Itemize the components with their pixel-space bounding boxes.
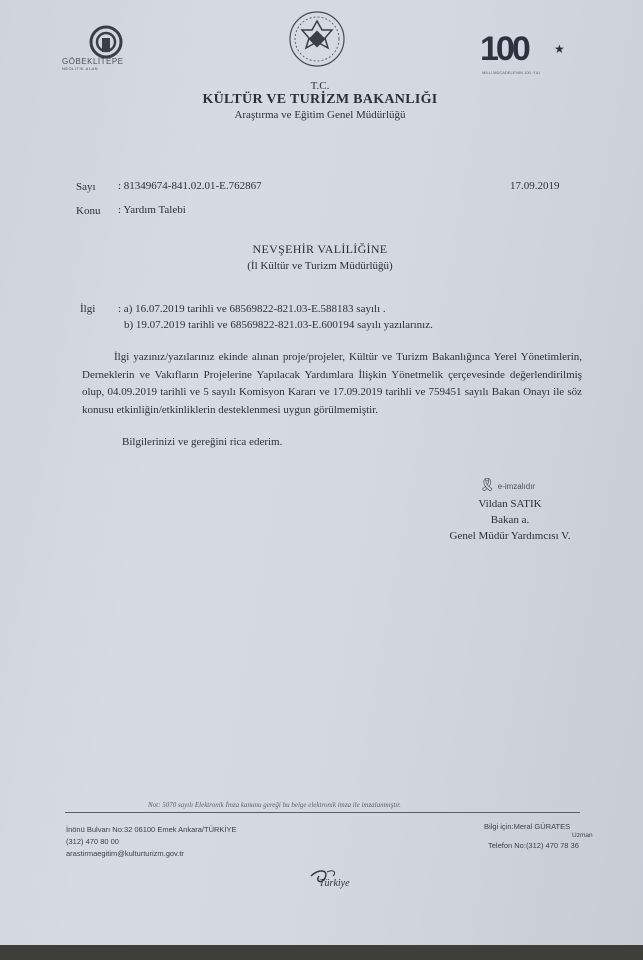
signer-name: Vildan SATIK — [478, 498, 542, 510]
footer-divider — [65, 812, 580, 813]
esign-ribbon-icon: 🎗 — [479, 477, 496, 492]
document-date: 17.09.2019 — [510, 180, 560, 192]
gobeklitepe-logo — [76, 20, 136, 80]
closing-sentence: Bilgilerinizi ve gereğini rica ederim. — [122, 436, 283, 448]
body-paragraph: İlgi yazınız/yazılarınız ekinde alınan proje/projeler, Kültür ve Turizm Bakanlığınca Yerel Yönetimlerin, Derneklerin ve Vakıfların Projelerine Yapılacak Yardımlara İlişkin Yönetmelik çerçevesinde değerlendirilmiş olup, 04.09.2019 tarihli ve 5 sayılı Komisyon Kararı ve 17.09.2019 tarihli ve 759451 sayılı Bakan Onayı ile söz konusu etkinliğin/etkinliklerin desteklenmesi uygun görülmemiştir. — [82, 351, 582, 416]
addressee-title: NEVŞEHİR VALİLİĞİNE — [252, 242, 388, 256]
star-icon: ★ — [554, 42, 565, 56]
sayi-label: Sayı — [76, 181, 96, 193]
directorate-title: Araştırma ve Eğitim Genel Müdürlüğü — [234, 109, 406, 121]
footer-phone: (312) 470 80 00 — [66, 837, 119, 846]
centenary-logo: 100 ★ — [480, 30, 565, 68]
esign-note: 🎗 e-imzalıdır — [479, 477, 536, 492]
esign-footnote: Not: 5070 sayılı Elektronik İmza kanunu gereği bu belge elektronik imza ile imzalanmıştır. — [148, 801, 401, 809]
ilgi-item-b: b) 19.07.2019 tarihli ve 68569822-821.03-E.600194 sayılı yazılarınız. — [124, 319, 433, 331]
footer-contact-role: Uzman — [572, 832, 593, 839]
ilgi-label: İlgi — [80, 303, 96, 315]
footer-address: İnönü Bulvarı No:32 06100 Emek Ankara/TÜRKİYE — [66, 825, 237, 834]
konu-label: Konu — [76, 205, 101, 217]
konu-value: : Yardım Talebi — [118, 204, 186, 216]
tc-label: T.C. — [310, 80, 330, 92]
table-background — [0, 945, 643, 960]
footer-contact: Bilgi için:Meral GÜRATES — [484, 822, 571, 831]
footer-email: arastirmaegitim@kulturturizm.gov.tr — [66, 849, 184, 858]
ilgi-item-a: : a) 16.07.2019 tarihli ve 68569822-821.03-E.588183 sayılı . — [118, 303, 386, 315]
centenary-caption: MİLLİ MÜCADELE'NİN 100. YILI — [482, 70, 541, 75]
signer-title: Genel Müdür Yardımcısı V. — [449, 530, 571, 542]
turkiye-brand-logo: Türkiye — [305, 866, 365, 894]
ministry-title: KÜLTÜR VE TURİZM BAKANLIĞI — [202, 92, 438, 107]
addressee-subtitle: (İl Kültür ve Turizm Müdürlüğü) — [247, 260, 393, 272]
ministry-emblem — [288, 10, 346, 68]
sayi-value: : 81349674-841.02.01-E.762867 — [118, 180, 262, 192]
footer-contact-phone: Telefon No:(312) 470 78 36 — [488, 841, 579, 850]
gobeklitepe-logo-text: GÖBEKLİTEPE NEOLITIK ALAN — [62, 57, 124, 71]
signer-for: Bakan a. — [490, 514, 530, 526]
